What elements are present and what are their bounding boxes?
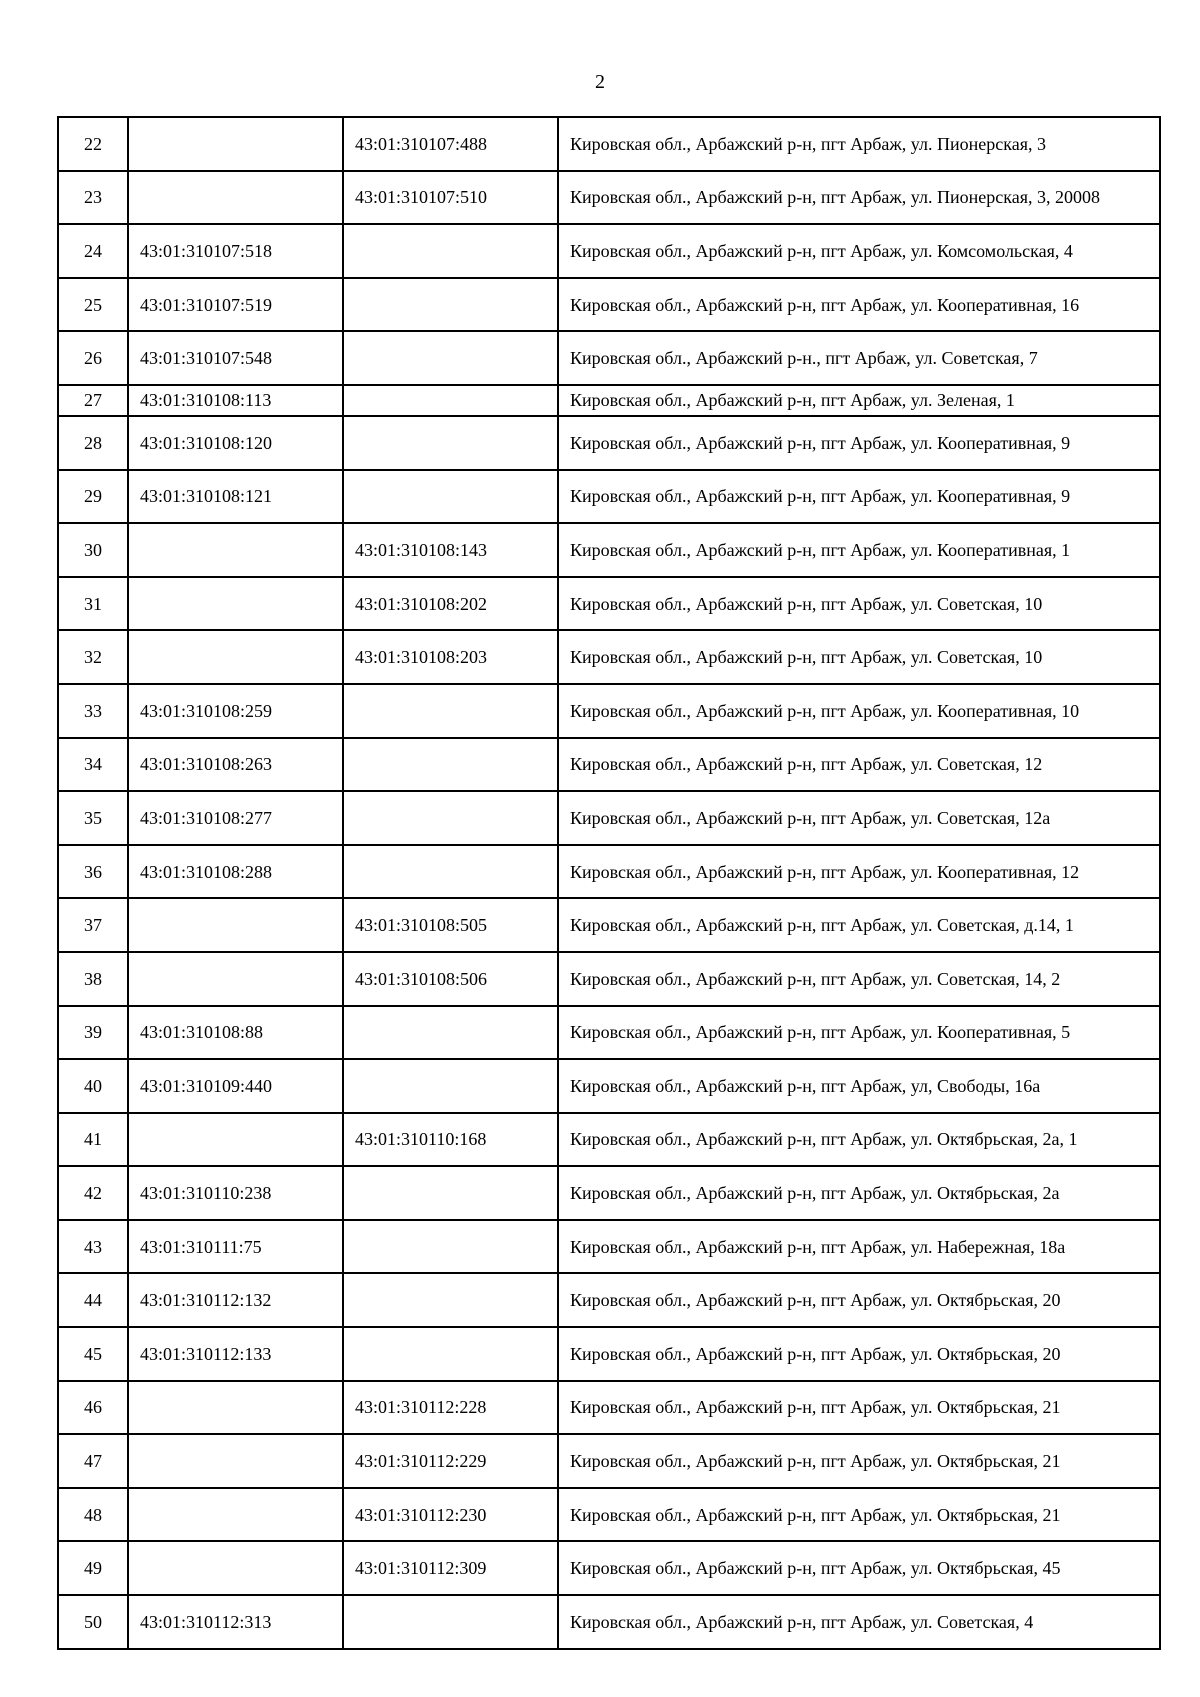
address-cell: Кировская обл., Арбажский р-н, пгт Арбаж, ул. Кооперативная, 9 (558, 470, 1160, 524)
cadastral-number-cell: 43:01:310108:259 (128, 684, 343, 738)
address-cell: Кировская обл., Арбажский р-н, пгт Арбаж, ул. Советская, 10 (558, 630, 1160, 684)
cadastral-number-cell (343, 1059, 558, 1113)
table-row (58, 385, 1160, 416)
table-row (58, 1381, 1160, 1435)
cadastral-number-cell (128, 171, 343, 225)
row-number: 44 (58, 1273, 128, 1327)
cadastral-number-cell (343, 1327, 558, 1381)
cadastral-number-cell: 43:01:310109:440 (128, 1059, 343, 1113)
table-row (58, 1113, 1160, 1167)
cadastral-number-cell: 43:01:310110:168 (343, 1113, 558, 1167)
table-row (58, 1059, 1160, 1113)
address-cell: Кировская обл., Арбажский р-н, пгт Арбаж, ул. Зеленая, 1 (558, 385, 1160, 416)
address-cell: Кировская обл., Арбажский р-н, пгт Арбаж, ул. Октябрьская, 20 (558, 1273, 1160, 1327)
table-row (58, 278, 1160, 332)
address-cell: Кировская обл., Арбажский р-н, пгт Арбаж, ул. Октябрьская, 21 (558, 1381, 1160, 1435)
table-row (58, 1220, 1160, 1274)
cadastral-number-cell: 43:01:310112:230 (343, 1488, 558, 1542)
table-row (58, 684, 1160, 738)
table-row (58, 630, 1160, 684)
cadastral-number-cell: 43:01:310107:519 (128, 278, 343, 332)
cadastral-number-cell: 43:01:310108:202 (343, 577, 558, 631)
cadastral-number-cell: 43:01:310108:263 (128, 738, 343, 792)
cadastral-number-cell (128, 898, 343, 952)
table-row (58, 952, 1160, 1006)
table-row (58, 1434, 1160, 1488)
cadastral-number-cell (343, 684, 558, 738)
table-row (58, 791, 1160, 845)
cadastral-number-cell: 43:01:310108:121 (128, 470, 343, 524)
row-number: 42 (58, 1166, 128, 1220)
table-row (58, 331, 1160, 385)
row-number: 26 (58, 331, 128, 385)
cadastral-number-cell: 43:01:310107:548 (128, 331, 343, 385)
cadastral-number-cell: 43:01:310107:488 (343, 117, 558, 171)
address-cell: Кировская обл., Арбажский р-н, пгт Арбаж, ул. Пионерская, 3, 20008 (558, 171, 1160, 225)
table-row (58, 171, 1160, 225)
cadastral-number-cell (343, 1006, 558, 1060)
address-cell: Кировская обл., Арбажский р-н, пгт Арбаж, ул. Советская, 14, 2 (558, 952, 1160, 1006)
cadastral-number-cell (343, 224, 558, 278)
address-cell: Кировская обл., Арбажский р-н, пгт Арбаж, ул. Кооперативная, 12 (558, 845, 1160, 899)
row-number: 34 (58, 738, 128, 792)
table-row (58, 1273, 1160, 1327)
cadastral-number-cell: 43:01:310111:75 (128, 1220, 343, 1274)
cadastral-number-cell: 43:01:310112:228 (343, 1381, 558, 1435)
row-number: 29 (58, 470, 128, 524)
address-cell: Кировская обл., Арбажский р-н, пгт Арбаж, ул, Свободы, 16а (558, 1059, 1160, 1113)
row-number: 33 (58, 684, 128, 738)
cadastral-number-cell: 43:01:310107:518 (128, 224, 343, 278)
row-number: 50 (58, 1595, 128, 1649)
row-number: 37 (58, 898, 128, 952)
row-number: 24 (58, 224, 128, 278)
row-number: 41 (58, 1113, 128, 1167)
table-row (58, 224, 1160, 278)
address-cell: Кировская обл., Арбажский р-н, пгт Арбаж, ул. Кооперативная, 9 (558, 416, 1160, 470)
cadastral-number-cell (343, 385, 558, 416)
cadastral-number-cell (128, 117, 343, 171)
address-cell: Кировская обл., Арбажский р-н, пгт Арбаж, ул. Кооперативная, 5 (558, 1006, 1160, 1060)
row-number: 48 (58, 1488, 128, 1542)
cadastral-number-cell: 43:01:310108:505 (343, 898, 558, 952)
cadastral-number-cell: 43:01:310108:120 (128, 416, 343, 470)
address-cell: Кировская обл., Арбажский р-н, пгт Арбаж, ул. Кооперативная, 1 (558, 523, 1160, 577)
row-number: 31 (58, 577, 128, 631)
row-number: 45 (58, 1327, 128, 1381)
cadastral-number-cell (128, 577, 343, 631)
row-number: 30 (58, 523, 128, 577)
address-cell: Кировская обл., Арбажский р-н., пгт Арбаж, ул. Советская, 7 (558, 331, 1160, 385)
cadastral-number-cell (128, 952, 343, 1006)
cadastral-number-cell: 43:01:310112:132 (128, 1273, 343, 1327)
row-number: 35 (58, 791, 128, 845)
cadastral-number-cell (343, 1166, 558, 1220)
table-row (58, 1166, 1160, 1220)
table-row (58, 470, 1160, 524)
cadastral-number-cell (343, 278, 558, 332)
row-number: 39 (58, 1006, 128, 1060)
cadastral-number-cell (343, 738, 558, 792)
table-row (58, 117, 1160, 171)
address-cell: Кировская обл., Арбажский р-н, пгт Арбаж, ул. Пионерская, 3 (558, 117, 1160, 171)
cadastral-number-cell: 43:01:310108:143 (343, 523, 558, 577)
row-number: 23 (58, 171, 128, 225)
address-cell: Кировская обл., Арбажский р-н, пгт Арбаж, ул. Октябрьская, 45 (558, 1541, 1160, 1595)
row-number: 40 (58, 1059, 128, 1113)
table-row (58, 416, 1160, 470)
cadastral-number-cell: 43:01:310112:229 (343, 1434, 558, 1488)
registry-table (57, 116, 1161, 1650)
row-number: 43 (58, 1220, 128, 1274)
table-row (58, 523, 1160, 577)
address-cell: Кировская обл., Арбажский р-н, пгт Арбаж, ул. Кооперативная, 16 (558, 278, 1160, 332)
address-cell: Кировская обл., Арбажский р-н, пгт Арбаж, ул. Октябрьская, 21 (558, 1434, 1160, 1488)
cadastral-number-cell: 43:01:310110:238 (128, 1166, 343, 1220)
table-row (58, 845, 1160, 899)
cadastral-number-cell: 43:01:310108:88 (128, 1006, 343, 1060)
table-row (58, 1488, 1160, 1542)
cadastral-number-cell: 43:01:310108:506 (343, 952, 558, 1006)
cadastral-number-cell: 43:01:310112:133 (128, 1327, 343, 1381)
cadastral-number-cell (343, 416, 558, 470)
address-cell: Кировская обл., Арбажский р-н, пгт Арбаж, ул. Комсомольская, 4 (558, 224, 1160, 278)
cadastral-number-cell: 43:01:310112:309 (343, 1541, 558, 1595)
cadastral-number-cell (128, 1381, 343, 1435)
table-row (58, 577, 1160, 631)
row-number: 25 (58, 278, 128, 332)
cadastral-number-cell (343, 331, 558, 385)
cadastral-number-cell: 43:01:310108:288 (128, 845, 343, 899)
table-row (58, 1595, 1160, 1649)
cadastral-number-cell (343, 470, 558, 524)
address-cell: Кировская обл., Арбажский р-н, пгт Арбаж, ул. Советская, 12 (558, 738, 1160, 792)
row-number: 46 (58, 1381, 128, 1435)
cadastral-number-cell: 43:01:310108:203 (343, 630, 558, 684)
cadastral-number-cell (128, 630, 343, 684)
row-number: 28 (58, 416, 128, 470)
address-cell: Кировская обл., Арбажский р-н, пгт Арбаж, ул. Октябрьская, 2а, 1 (558, 1113, 1160, 1167)
row-number: 22 (58, 117, 128, 171)
address-cell: Кировская обл., Арбажский р-н, пгт Арбаж, ул. Набережная, 18а (558, 1220, 1160, 1274)
table-row (58, 1006, 1160, 1060)
address-cell: Кировская обл., Арбажский р-н, пгт Арбаж, ул. Советская, 4 (558, 1595, 1160, 1649)
row-number: 32 (58, 630, 128, 684)
row-number: 47 (58, 1434, 128, 1488)
cadastral-number-cell (343, 1220, 558, 1274)
row-number: 49 (58, 1541, 128, 1595)
cadastral-number-cell (128, 523, 343, 577)
cadastral-number-cell (343, 791, 558, 845)
cadastral-number-cell: 43:01:310107:510 (343, 171, 558, 225)
address-cell: Кировская обл., Арбажский р-н, пгт Арбаж, ул. Советская, 10 (558, 577, 1160, 631)
cadastral-number-cell (128, 1434, 343, 1488)
cadastral-number-cell: 43:01:310108:113 (128, 385, 343, 416)
table-row (58, 1327, 1160, 1381)
address-cell: Кировская обл., Арбажский р-н, пгт Арбаж, ул. Кооперативная, 10 (558, 684, 1160, 738)
cadastral-number-cell: 43:01:310108:277 (128, 791, 343, 845)
cadastral-number-cell (343, 845, 558, 899)
cadastral-number-cell (128, 1541, 343, 1595)
cadastral-number-cell (128, 1488, 343, 1542)
table-row (58, 1541, 1160, 1595)
row-number: 36 (58, 845, 128, 899)
cadastral-number-cell (343, 1273, 558, 1327)
row-number: 27 (58, 385, 128, 416)
cadastral-number-cell (128, 1113, 343, 1167)
table-row (58, 898, 1160, 952)
address-cell: Кировская обл., Арбажский р-н, пгт Арбаж, ул. Октябрьская, 2а (558, 1166, 1160, 1220)
cadastral-number-cell (343, 1595, 558, 1649)
table-row (58, 738, 1160, 792)
address-cell: Кировская обл., Арбажский р-н, пгт Арбаж, ул. Октябрьская, 20 (558, 1327, 1160, 1381)
page-number: 2 (595, 71, 605, 93)
address-cell: Кировская обл., Арбажский р-н, пгт Арбаж, ул. Октябрьская, 21 (558, 1488, 1160, 1542)
address-cell: Кировская обл., Арбажский р-н, пгт Арбаж, ул. Советская, д.14, 1 (558, 898, 1160, 952)
row-number: 38 (58, 952, 128, 1006)
cadastral-number-cell: 43:01:310112:313 (128, 1595, 343, 1649)
address-cell: Кировская обл., Арбажский р-н, пгт Арбаж, ул. Советская, 12а (558, 791, 1160, 845)
